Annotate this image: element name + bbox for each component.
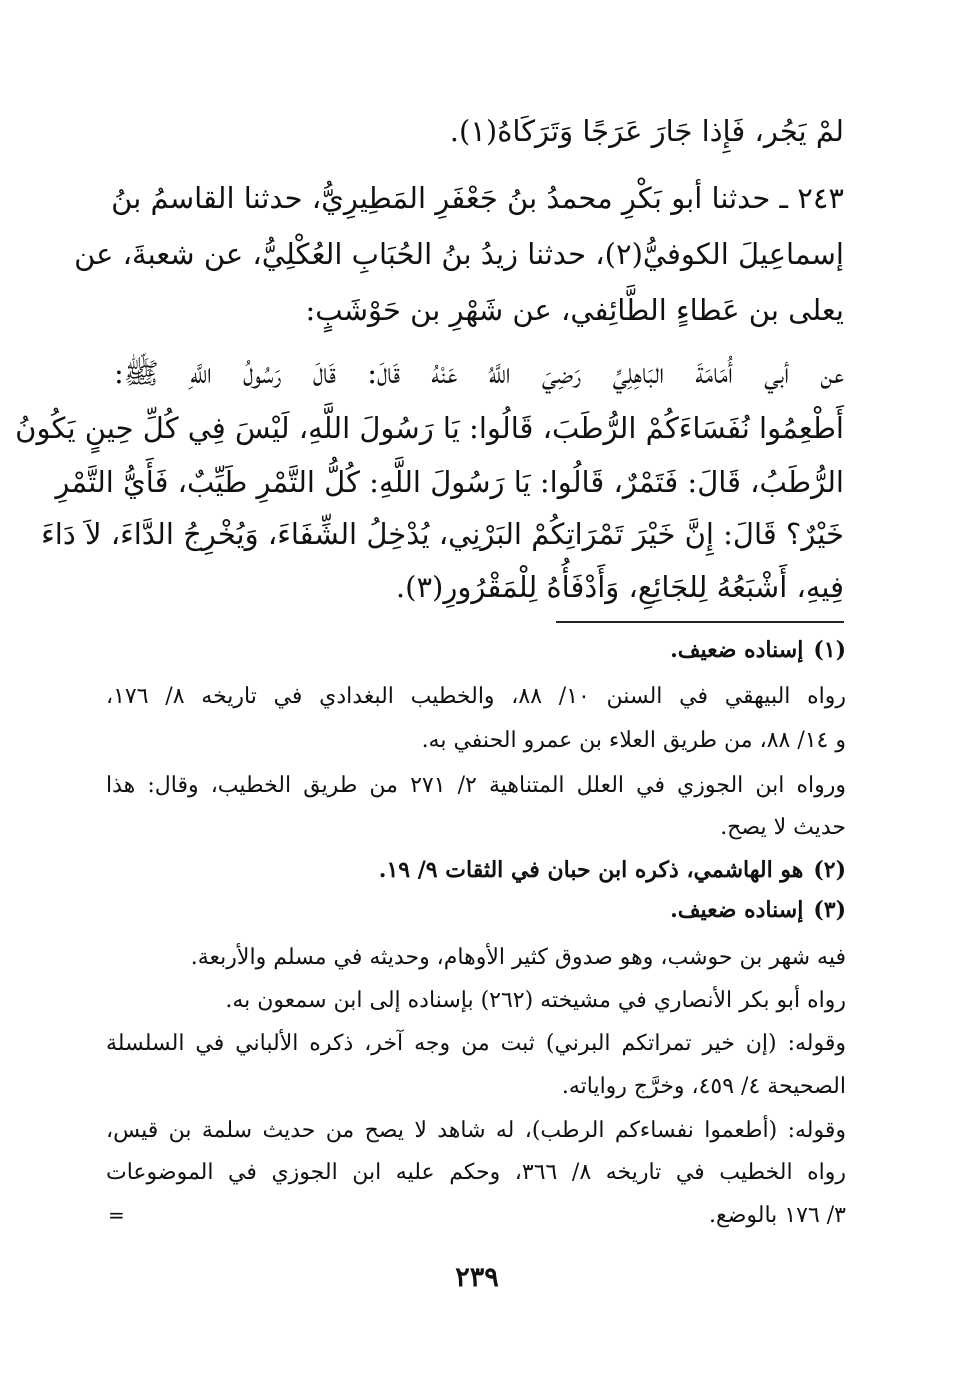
footnote-3-heading (106, 897, 846, 923)
footnote-3-line-2: رواه أبو بكر الأنصاري في مشيخته (٢٦٢) بإسناده إلى ابن سمعون به. (225, 988, 846, 1013)
footnote-3-line-5: وقوله: (أطعموا نفساءكم الرطب)، له شاهد لا يصح من حديث سلمة بن قيس، (106, 1118, 846, 1143)
footnote-3-line-4: الصحيحة ٤/ ٤٥٩، وخرَّج رواياته. (561, 1074, 846, 1099)
footnote-1-heading (106, 637, 846, 663)
footnote-1-line-3: ورواه ابن الجوزي في العلل المتناهية ٢/ ٢٧١ من طريق الخطيب، وقال: هذا (106, 773, 846, 798)
footnote-3-line-3: وقوله: (إن خير تمراتكم البرني) ثبت من وجه آخر، ذكره الألباني في السلسلة (106, 1031, 846, 1056)
hadith-243-line-3: يعلى بن عَطاءٍ الطَّائِفي، عن شَهْرِ بن حَوْشَبٍ: (305, 293, 844, 327)
footnote-1-line-4: حديث لا يصح. (720, 815, 846, 840)
footnote-3-label: (٣) (813, 897, 846, 923)
hadith-matn-line-1: عن أبي أُمَامَةَ البَاهِلِيِّ رَضِيَ اللَّهُ عَنْهُ قَالَ: قَالَ رَسُولُ اللَّهِ ﷺ: (114, 356, 844, 390)
footnote-3-title: إسناده ضعيف. (670, 897, 804, 923)
footnote-3-line-1: فيه شهر بن حوشب، وهو صدوق كثير الأوهام، وحديثه في مسلم والأربعة. (190, 945, 846, 970)
footnote-1-line-2: و ١٤/ ٨٨، من طريق العلاء بن عمرو الحنفي به. (421, 728, 846, 753)
main-text-line-1: لمْ يَجُر، فَإِذا جَارَ عَرَجًا وَتَرَكَاهُ(١). (449, 114, 844, 148)
hadith-matn-line-5: فِيهِ، أَشْبَعُهُ لِلجَائِعِ، وَأَدْفَأُهُ لِلْمَقْرُورِ(٣). (395, 570, 844, 604)
hadith-matn-line-2: أَطْعِمُوا نُفَسَاءَكُمْ الرُّطَبَ، قَالُوا: يَا رَسُولَ اللَّهِ، لَيْسَ فِي كُلِّ حِينٍ يَكُونُ (15, 411, 844, 445)
hadith-matn-line-4: خَيْرٌ؟ قَالَ: إِنَّ خَيْرَ تَمْرَاتِكُمْ البَرْنِي، يُدْخِلُ الشِّفَاءَ، وَيُخْرِجُ الدَّاءَ، لاَ دَاءَ (41, 517, 844, 551)
hadith-243-line-2: إسماعِيلَ الكوفيُّ(٢)، حدثنا زيدُ بنُ الحُبَابِ العُكْلِيُّ، عن شعبةَ، عن (74, 237, 844, 271)
continuation-mark: = (108, 1203, 125, 1227)
hadith-243-line-1: ٢٤٣ ـ حدثنا أبو بَكْرِ محمدُ بنُ جَعْفَرِ المَطِيرِيُّ، حدثنا القاسمُ بنُ (111, 181, 844, 215)
footnote-3-line-7: ٣/ ١٧٦ بالوضع. (709, 1203, 846, 1228)
footnote-1-title: إسناده ضعيف. (670, 637, 804, 663)
footnote-2 (106, 857, 846, 883)
footnote-1-line-1: رواه البيهقي في السنن ١٠/ ٨٨، والخطيب البغدادي في تاريخه ٨/ ١٧٦، (106, 684, 847, 709)
page-number: ٢٣٩ (455, 1262, 499, 1293)
footnote-3-line-6: رواه الخطيب في تاريخه ٨/ ٣٦٦، وحكم عليه ابن الجوزي في الموضوعات (106, 1160, 847, 1185)
hadith-matn-line-3: الرُّطَبُ، قَالَ: فَتَمْرٌ، قَالُوا: يَا رَسُولَ اللَّهِ: كُلُّ التَّمْرِ طَيِّبٌ، فَأَيُّ التَّمْرِ (55, 465, 844, 499)
footnote-1-label: (١) (813, 637, 846, 663)
footnote-2-label: (٢) (813, 857, 846, 883)
footnote-2-text: هو الهاشمي، ذكره ابن حبان في الثقات ٩/ ١٩. (378, 857, 804, 883)
footnote-divider (556, 621, 844, 623)
